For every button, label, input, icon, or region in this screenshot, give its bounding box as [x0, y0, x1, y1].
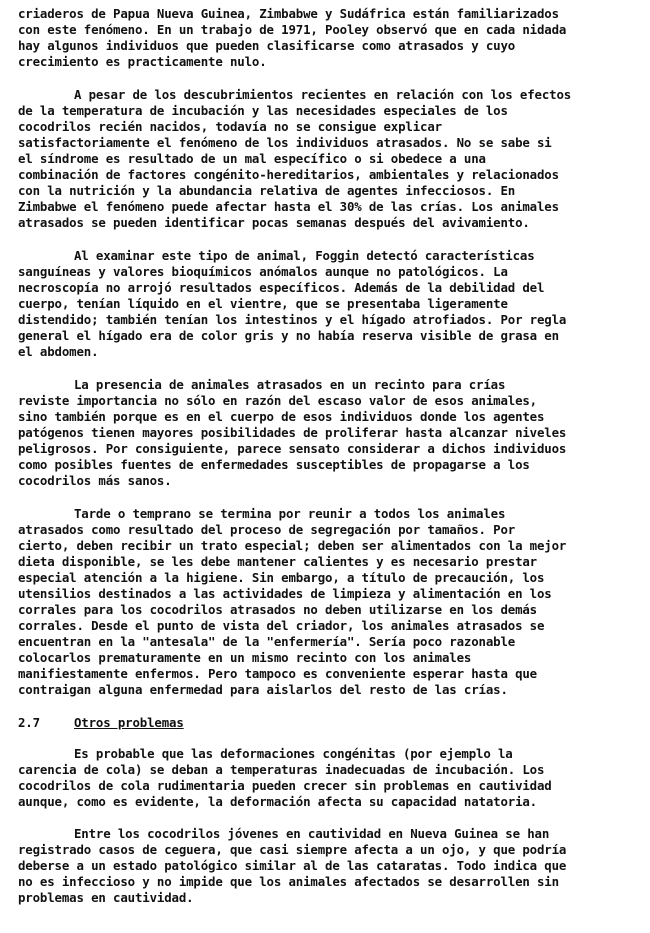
text-line: con la nutrición y la abundancia relativa de agentes infecciosos. En [18, 183, 516, 198]
text-line: atrasados se pueden identificar pocas semanas después del avivamiento. [18, 215, 530, 230]
text-line: sino también porque es en el cuerpo de esos individuos donde los agentes [18, 409, 545, 424]
text-line: Entre los cocodrilos jóvenes en cautividad en Nueva Guinea se han [74, 826, 550, 841]
text-line: utensilios destinados a las actividades de limpieza y alimentación en los [18, 586, 552, 601]
section-number: 2.7 [18, 715, 40, 730]
text-line: peligrosos. Por consiguiente, parece sensato considerar a dichos individuos [18, 441, 567, 456]
text-line: Al examinar este tipo de animal, Foggin detectó características [74, 248, 535, 263]
text-line: reviste importancia no sólo en razón del escaso valor de esos animales, [18, 393, 537, 408]
text-line: necroscopía no arrojó resultados específicos. Además de la debilidad del [18, 280, 545, 295]
text-line: cocodrilos recién nacidos, todavía no se consigue explicar [18, 119, 442, 134]
text-line: carencia de cola) se deban a temperaturas inadecuadas de incubación. Los [18, 762, 545, 777]
text-line: dieta disponible, se les debe mantener calientes y es necesario prestar [18, 554, 537, 569]
text-line: el síndrome es resultado de un mal específico o si obedece a una [18, 151, 486, 166]
text-line: Es probable que las deformaciones congénitas (por ejemplo la [74, 746, 513, 761]
text-line: sanguíneas y valores bioquímicos anómalos aunque no patológicos. La [18, 264, 508, 279]
text-line: corrales. Desde el punto de vista del criador, los animales atrasados se [18, 618, 545, 633]
text-line: patógenos tienen mayores posibilidades de proliferar hasta alcanzar niveles [18, 425, 567, 440]
section-title: Otros problemas [74, 715, 184, 730]
text-line: La presencia de animales atrasados en un recinto para crías [74, 377, 506, 392]
text-line: no es infeccioso y no impide que los animales afectados se desarrollen sin [18, 874, 559, 889]
text-line: deberse a un estado patológico similar al de las cataratas. Todo indica que [18, 858, 567, 873]
text-line: distendido; también tenían los intestinos y el hígado atrofiados. Por regla [18, 312, 567, 327]
text-line: combinación de factores congénito-hereditarios, ambientales y relacionados [18, 167, 559, 182]
text-line: aunque, como es evidente, la deformación afecta su capacidad natatoria. [18, 794, 537, 809]
text-line: como posibles fuentes de enfermedades susceptibles de propagarse a los [18, 457, 530, 472]
text-line: registrado casos de ceguera, que casi siempre afecta a un ojo, y que podría [18, 842, 567, 857]
text-line: hay algunos individuos que pueden clasificarse como atrasados y cuyo [18, 38, 516, 53]
text-line: crecimiento es practicamente nulo. [18, 54, 267, 69]
text-line: problemas en cautividad. [18, 890, 194, 905]
text-line: el abdomen. [18, 344, 99, 359]
text-line: especial atención a la higiene. Sin embargo, a título de precaución, los [18, 570, 545, 585]
text-line: satisfactoriamente el fenómeno de los individuos atrasados. No se sabe si [18, 135, 552, 150]
text-line: cierto, deben recibir un trato especial; deben ser alimentados con la mejor [18, 538, 567, 553]
text-line: atrasados como resultado del proceso de segregación por tamaños. Por [18, 522, 516, 537]
text-line: de la temperatura de incubación y las necesidades especiales de los [18, 103, 508, 118]
text-line: Tarde o temprano se termina por reunir a todos los animales [74, 506, 506, 521]
text-line: cuerpo, tenían líquido en el vientre, que se presentaba ligeramente [18, 296, 508, 311]
text-line: corrales para los cocodrilos atrasados no deben utilizarse en los demás [18, 602, 537, 617]
text-line: cocodrilos de cola rudimentaria pueden crecer sin problemas en cautividad [18, 778, 552, 793]
text-line: manifiestamente enfermos. Pero tampoco es conveniente esperar hasta que [18, 666, 537, 681]
text-line: colocarlos prematuramente en un mismo recinto con los animales [18, 650, 472, 665]
text-line: encuentran en la "antesala" de la "enfermería". Sería poco razonable [18, 634, 516, 649]
text-line: criaderos de Papua Nueva Guinea, Zimbabwe y Sudáfrica están familiarizados [18, 6, 559, 21]
text-line: general el hígado era de color gris y no había reserva visible de grasa en [18, 328, 559, 343]
text-line: contraigan alguna enfermedad para aislarlos del resto de las crías. [18, 682, 508, 697]
text-line: con este fenómeno. En un trabajo de 1971, Pooley observó que en cada nidada [18, 22, 567, 37]
text-line: Zimbabwe el fenómeno puede afectar hasta el 30% de las crías. Los animales [18, 199, 559, 214]
text-line: cocodrilos más sanos. [18, 473, 172, 488]
text-line: A pesar de los descubrimientos recientes en relación con los efectos [74, 87, 572, 102]
